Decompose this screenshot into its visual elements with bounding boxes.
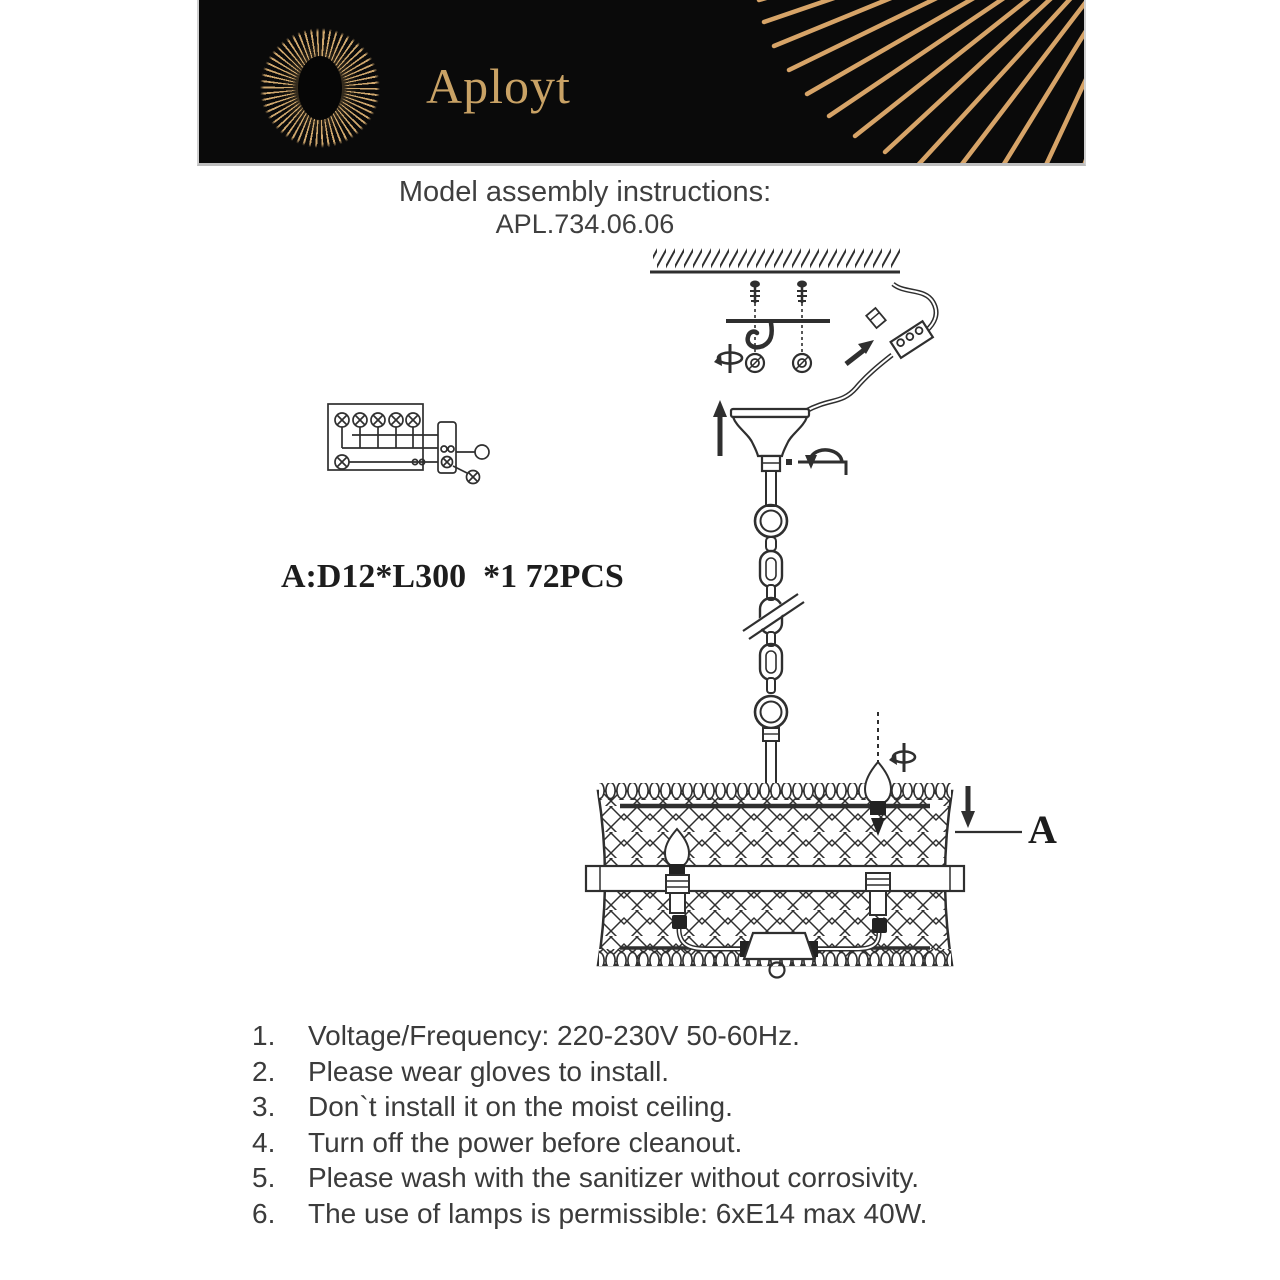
- item-number: 6.: [252, 1197, 276, 1229]
- hook-icon: [748, 323, 772, 347]
- down-arrow-icon: [961, 786, 975, 828]
- part-size-label: A:D12*L300 *1 72PCS: [281, 558, 624, 595]
- page-title: Model assembly instructions:: [398, 176, 772, 208]
- item-text: Please wear gloves to install.: [308, 1055, 670, 1087]
- wiring-diagram: [328, 404, 489, 484]
- list-item: [252, 1022, 1082, 1051]
- ceiling-hatch: [650, 244, 900, 272]
- terminal-screw-icon: [866, 308, 885, 328]
- screw-icon: [793, 281, 811, 372]
- instructions-list: [252, 1022, 1082, 1235]
- item-number: 2.: [252, 1055, 276, 1087]
- model-number: APL.734.06.06: [495, 209, 675, 239]
- item-text: Voltage/Frequency: 220-230V 50-60Hz.: [308, 1020, 800, 1051]
- rotate-collar-annotation: [786, 450, 846, 475]
- arrow-icon: [846, 340, 874, 364]
- item-text: The use of lamps is permissible: 6xE14 max 40W.: [308, 1197, 928, 1229]
- lamp-symbols: [335, 413, 420, 427]
- chain: [743, 471, 804, 741]
- item-number: 5.: [252, 1162, 276, 1193]
- item-text: Please wash with the sanitizer without corrosivity.: [308, 1162, 920, 1193]
- callout-a-label: A: [1028, 807, 1057, 852]
- mounting-bracket: [726, 321, 830, 347]
- screw-icon: [746, 281, 764, 372]
- bottom-plate: [744, 933, 814, 978]
- item-text: Turn off the power before cleanout.: [308, 1126, 743, 1158]
- brand-name: Aployt: [426, 58, 571, 114]
- item-text: Don`t install it on the moist ceiling.: [308, 1091, 733, 1122]
- wire-connector: [806, 284, 936, 411]
- item-number: 4.: [252, 1126, 276, 1158]
- list-item: [252, 1093, 1082, 1122]
- list-item: [252, 1126, 1082, 1158]
- list-item: [252, 1164, 1082, 1193]
- canopy: [731, 409, 809, 471]
- terminal-block-icon: [891, 321, 933, 358]
- list-item: [252, 1055, 1082, 1087]
- mounting-screws: [746, 281, 811, 372]
- middle-band: [586, 866, 964, 891]
- item-number: 3.: [252, 1091, 276, 1122]
- item-number: 1.: [252, 1020, 276, 1051]
- up-arrow-icon: [713, 400, 727, 456]
- list-item: [252, 1197, 1082, 1229]
- top-bead-rim: [599, 783, 951, 800]
- rotate-symbol-icon: [714, 344, 742, 373]
- rotate-symbol-icon: [889, 743, 915, 772]
